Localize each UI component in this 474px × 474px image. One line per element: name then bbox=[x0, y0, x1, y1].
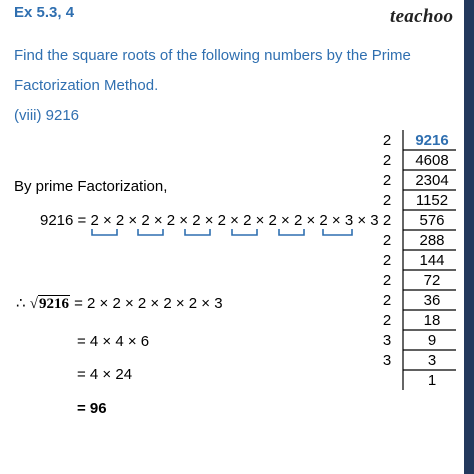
ladder-divisor: 2 bbox=[382, 132, 392, 149]
ladder-divisor: 2 bbox=[382, 292, 392, 309]
ladder-quotient: 288 bbox=[419, 232, 445, 249]
ladder-quotient: 1 bbox=[427, 372, 437, 389]
ladder-quotient: 576 bbox=[419, 212, 445, 229]
ladder-divisor: 3 bbox=[382, 352, 392, 369]
ladder-divisor: 2 bbox=[382, 152, 392, 169]
ladder-quotient: 3 bbox=[427, 352, 437, 369]
therefore-symbol: ∴ bbox=[16, 295, 26, 312]
question-part: (viii) 9216 bbox=[14, 107, 80, 124]
by-prime-factorization-text: By prime Factorization, bbox=[14, 178, 168, 195]
radicand: 9216 bbox=[38, 296, 69, 312]
ladder-divisor: 2 bbox=[382, 172, 392, 189]
ladder-quotient: 1152 bbox=[415, 192, 449, 209]
ladder-divisor: 3 bbox=[382, 332, 392, 349]
step-2: = 4 × 24 bbox=[77, 366, 133, 383]
step-1: = 4 × 4 × 6 bbox=[77, 333, 150, 350]
ladder-divisor: 2 bbox=[382, 272, 392, 289]
ladder-quotient: 4608 bbox=[415, 152, 449, 169]
ladder-quotient: 36 bbox=[423, 292, 441, 309]
final-answer: = 96 bbox=[77, 400, 107, 417]
teachoo-logo: teachoo bbox=[390, 6, 454, 27]
question-line-2: Factorization Method. bbox=[14, 77, 159, 94]
ladder-divisor: 2 bbox=[382, 252, 392, 269]
ladder-quotient: 18 bbox=[423, 312, 441, 329]
factorization-equation: 9216 = 2 × 2 × 2 × 2 × 2 × 2 × 2 × 2 × 2 × 2 × 3 × 3 bbox=[40, 212, 379, 229]
ladder-quotient: 72 bbox=[423, 272, 441, 289]
ladder-divisor: 2 bbox=[382, 312, 392, 329]
question-line-1: Find the square roots of the following numbers by the Prime bbox=[14, 47, 411, 64]
ladder-quotient: 9 bbox=[427, 332, 437, 349]
ladder-divisor: 2 bbox=[382, 232, 392, 249]
ladder-divisor: 2 bbox=[382, 192, 392, 209]
result-rhs: = 2 × 2 × 2 × 2 × 2 × 3 bbox=[74, 295, 223, 312]
ladder-quotient: 2304 bbox=[415, 172, 449, 189]
ladder-quotient: 144 bbox=[419, 252, 445, 269]
exercise-title: Ex 5.3, 4 bbox=[14, 4, 75, 21]
ladder-divisor: 2 bbox=[382, 212, 392, 229]
ladder-quotient: 9216 bbox=[415, 132, 449, 149]
square-root-expression: √9216 bbox=[29, 296, 69, 312]
